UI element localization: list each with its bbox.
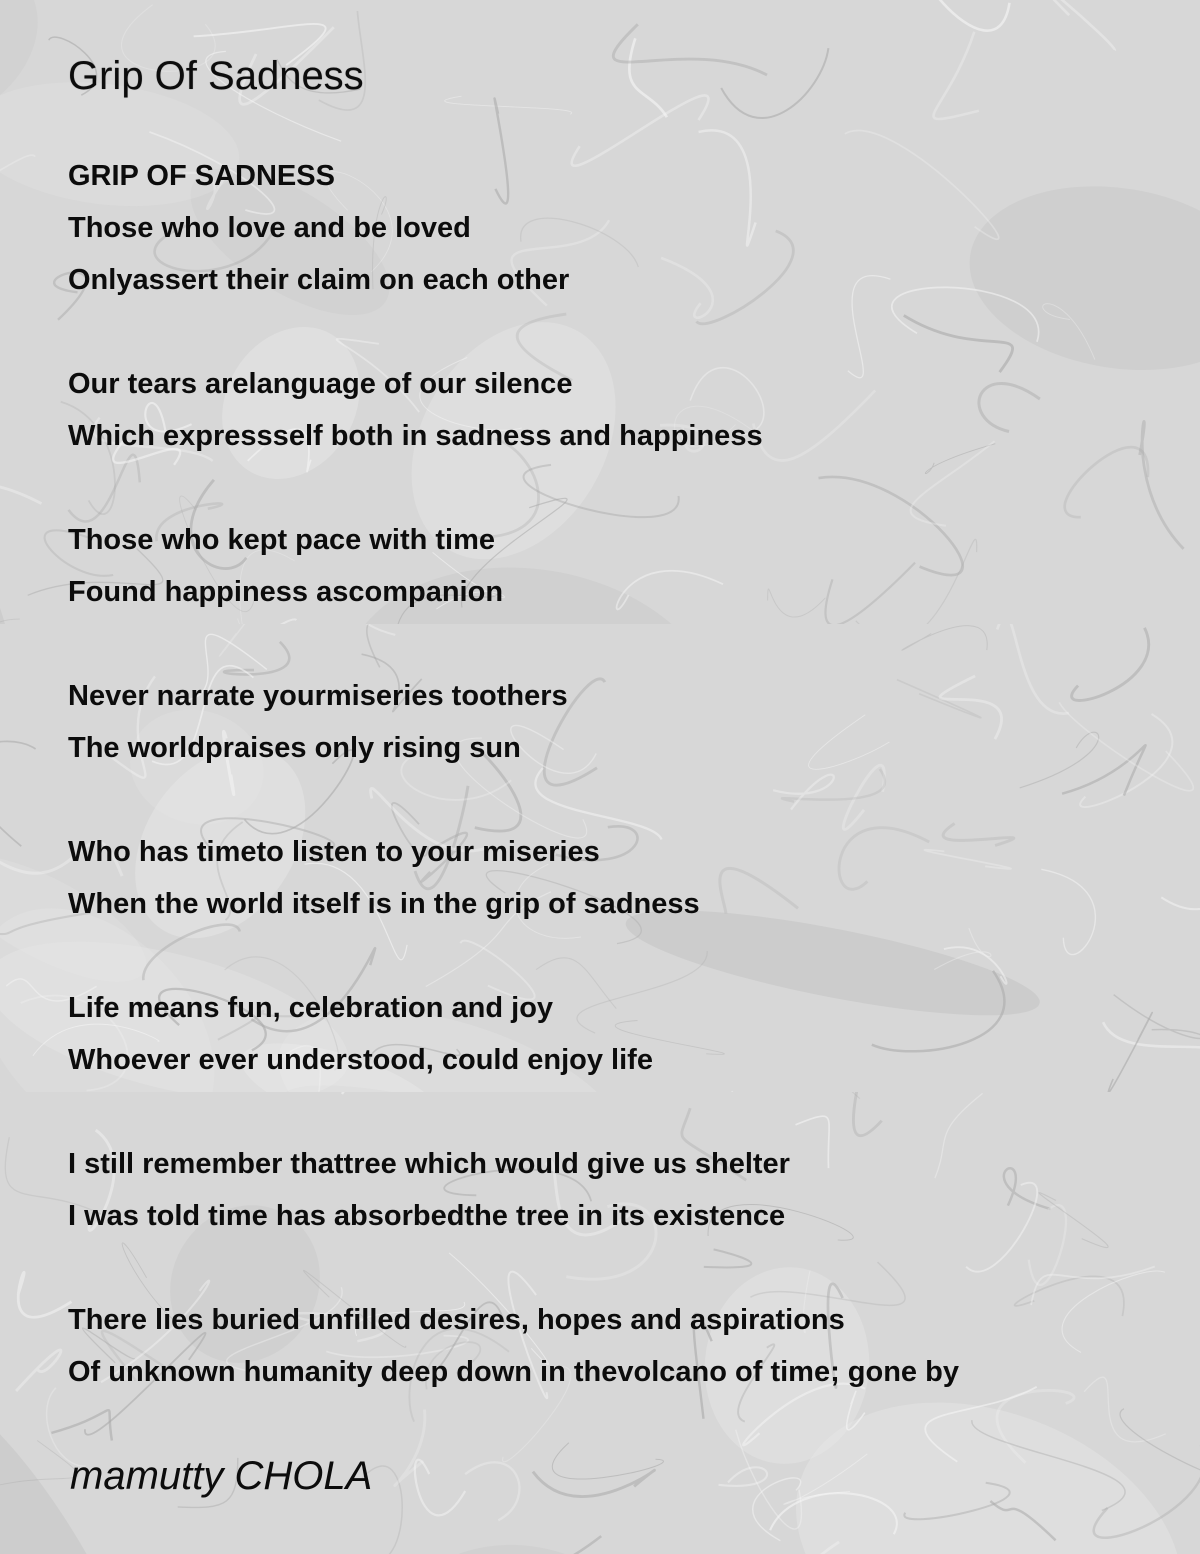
poem-line: Found happiness ascompanion bbox=[68, 576, 504, 608]
poem-line: The worldpraises only rising sun bbox=[68, 732, 521, 764]
poem-line: Of unknown humanity deep down in thevolcano of time; gone by bbox=[68, 1356, 959, 1388]
poem-line: Whoever ever understood, could enjoy life bbox=[68, 1044, 653, 1076]
stanza-break bbox=[68, 774, 959, 826]
stanza-break bbox=[68, 930, 959, 982]
poem-line: Our tears arelanguage of our silence bbox=[68, 368, 573, 400]
poem-line: I was told time has absorbedthe tree in its existence bbox=[68, 1200, 786, 1232]
poem-body bbox=[68, 150, 959, 1398]
poem-line: There lies buried unfilled desires, hopes and aspirations bbox=[68, 1304, 845, 1336]
poem-title: Grip Of Sadness bbox=[68, 54, 364, 98]
poem-line: GRIP OF SADNESS bbox=[68, 160, 335, 192]
poem-line: Those who love and be loved bbox=[68, 212, 471, 244]
poem-line: Never narrate yourmiseries toothers bbox=[68, 680, 568, 712]
poem-line: When the world itself is in the grip of sadness bbox=[68, 888, 700, 920]
poem-line: Life means fun, celebration and joy bbox=[68, 992, 554, 1024]
stanza-break bbox=[68, 618, 959, 670]
stanza-break bbox=[68, 306, 959, 358]
stanza-break bbox=[68, 1086, 959, 1138]
poem-line: I still remember thattree which would give us shelter bbox=[68, 1148, 790, 1180]
poem-author: mamutty CHOLA bbox=[70, 1454, 373, 1498]
poem-line: Which expressself both in sadness and happiness bbox=[68, 420, 763, 452]
poem-line: Those who kept pace with time bbox=[68, 524, 496, 556]
stanza-break bbox=[68, 1242, 959, 1294]
poem-line: Onlyassert their claim on each other bbox=[68, 264, 570, 296]
stanza-break bbox=[68, 462, 959, 514]
poem-line: Who has timeto listen to your miseries bbox=[68, 836, 600, 868]
